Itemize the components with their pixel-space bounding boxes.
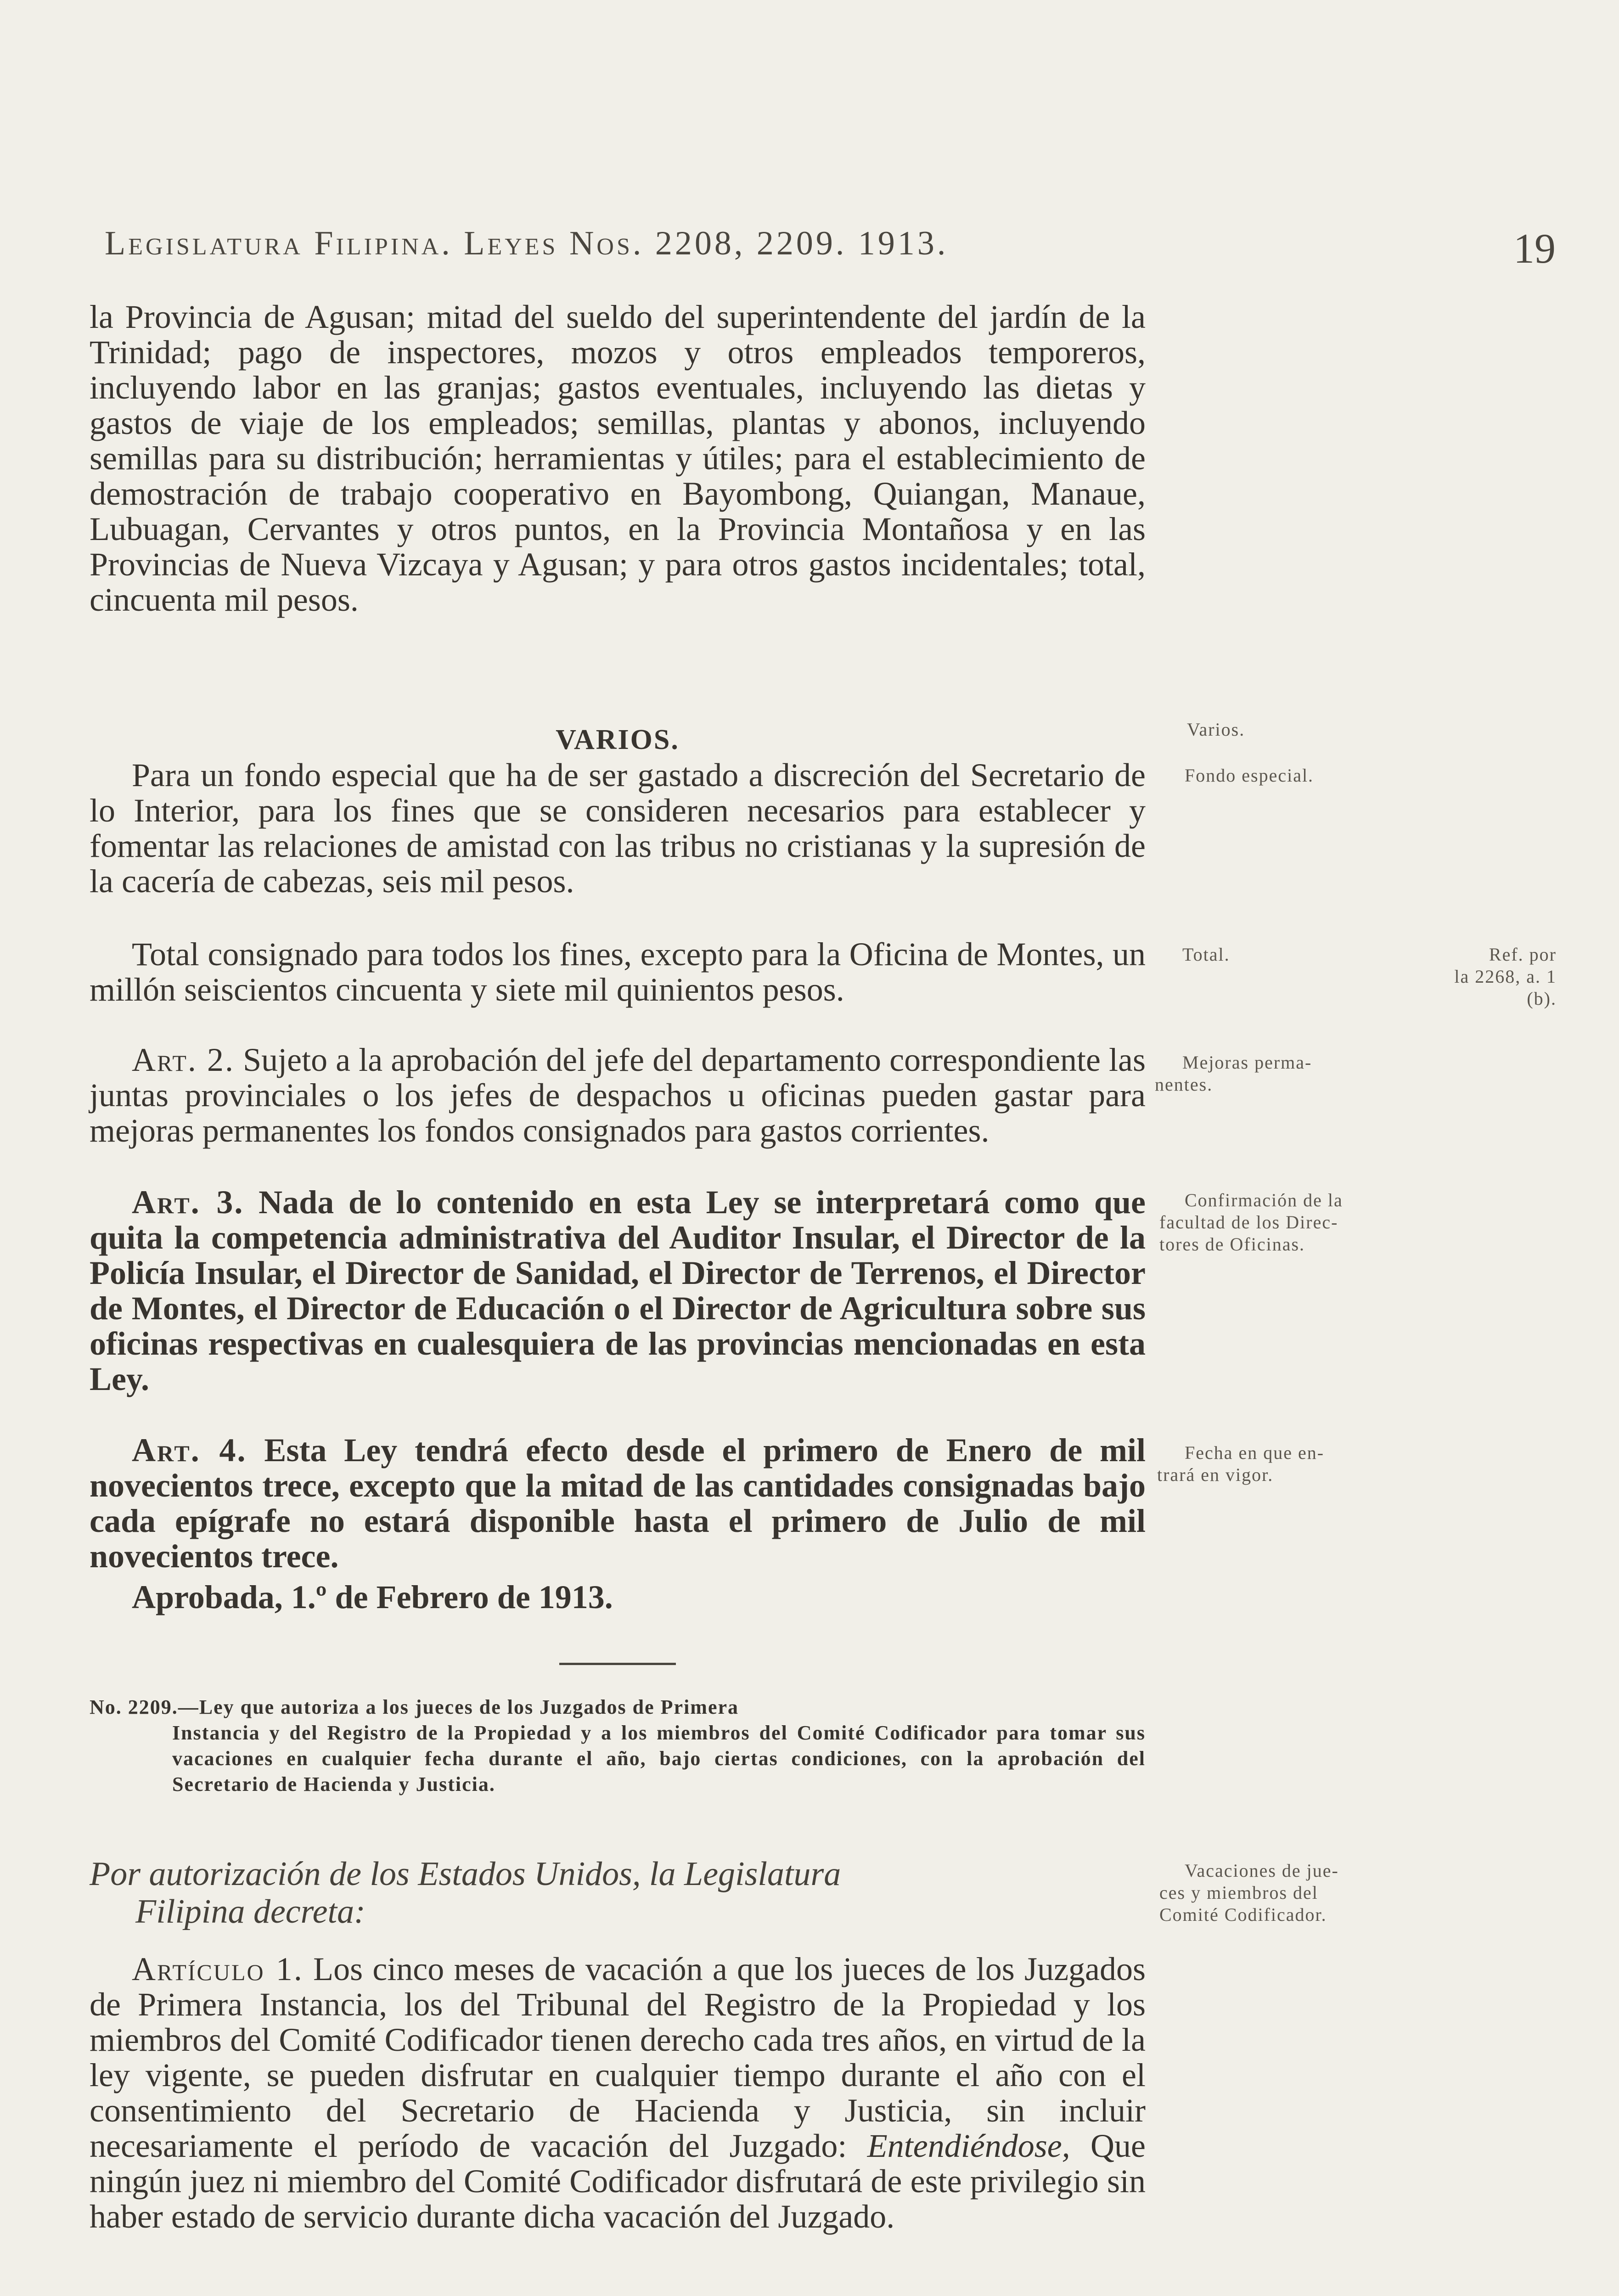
law-2209-summary [90,1694,1146,1797]
art4-text: Esta Ley tendrá efecto desde el primero de Enero de mil novecientos trece, excepto que la mitad de las cantidades consignadas bajo cada epígrafe no estará disponible hasta el primero de Julio de mil novecientos trece. [90,1432,1146,1575]
approval-2208: Aprobada, 1.º de Febrero de 1913. [132,1579,613,1615]
art4-block [90,1433,1146,1574]
margin-note-reference-line1: Ref. por [1489,944,1557,965]
margin-note-confirmacion-line2: facultad de los Direc- [1159,1212,1338,1232]
law-2209-number: No. 2209. [90,1696,178,1718]
margin-note-mejoras-line1: Mejoras perma- [1182,1052,1312,1073]
art3-paragraph [90,1185,1146,1397]
special-fund-paragraph: Para un fondo especial que ha de ser gastado a discreción del Secretario de lo Interior, para los fines que se consideren necesarios para establecer y fomentar las relaciones de amistad con las tribus no cristianas y la supresión de la cacería de cabezas, seis mil pesos. [90,757,1146,900]
total-block [90,937,1146,1007]
art1-2209-proviso-word: Entendiéndose, [867,2127,1070,2164]
margin-note-fecha [1157,1442,1324,1486]
margin-note-reference-line3: (b). [1527,988,1557,1009]
art2-text: Sujeto a la aprobación del jefe del departamento correspondiente las juntas provinciales o los jefes de despachos u oficinas pueden gastar para mejoras permanentes los fondos consignados para gastos corrientes. [90,1041,1146,1149]
approval-2208-block [90,1580,1146,1615]
art3-text: Nada de lo contenido en esta Ley se interpretará como que quita la competencia administrativa del Auditor Insular, el Director de la Policía Insular, el Director de Sanidad, el Director de Terrenos, el Director de Montes, el Director de Educación o el Director de Agricultura sobre sus oficinas respectivas en cualesquiera de las provincias mencionadas en esta Ley. [90,1184,1146,1397]
margin-note-vacaciones-line1: Vacaciones de jue- [1185,1860,1339,1881]
margin-note-reference-line2: la 2268, a. 1 [1454,966,1557,987]
margin-note-vacaciones-line3: Comité Codificador. [1159,1904,1327,1925]
special-fund-block [90,758,1146,899]
art1-2209-paragraph [90,1952,1146,2234]
art1-2209-label: Artículo 1. [132,1951,304,1987]
art1-2209-text-b: Que ningún juez ni miembro del Comité Codificador disfrutará de este privilegio sin haber estado de servicio durante dicha vacación del Juzgado. [90,2127,1146,2235]
law-2209-summary-first: —Ley que autoriza a los jueces de los Juzgados de Primera [178,1696,739,1718]
art2-block [90,1042,1146,1148]
art4-label: Art. 4. [132,1432,247,1469]
margin-note-vacaciones [1159,1860,1339,1926]
section-heading-varios: VARIOS. [556,724,680,755]
art2-label: Art. 2. [132,1041,235,1078]
art3-label: Art. 3. [132,1184,244,1221]
page-number: 19 [1513,225,1556,272]
margin-note-fecha-line1: Fecha en que en- [1185,1442,1325,1463]
margin-note-confirmacion-line1: Confirmación de la [1185,1190,1343,1210]
enacting-clause-line2: Filipina decreta: [135,1893,365,1930]
opening-paragraph: la Provincia de Agusan; mitad del sueldo del superintendente del jardín de la Trinidad; pago de inspectores, mozos y otros empleados temporeros, incluyendo labor en las granjas; gastos eventuales, incluyendo las dietas y gastos de viaje de los empleados; semillas, plantas y abonos, incluyendo semillas para su distribución; herramientas y útiles; para el establecimiento de demostración de trabajo cooperativo en Bayombong, Quiangan, Manaue, Lubuagan, Cervantes y otros puntos, en la Provincia Montañosa y en las Provincias de Nueva Vizcaya y Agusan; y para otros gastos incidentales; total, cincuenta mil pesos. [90,298,1146,618]
total-paragraph: Total consignado para todos los fines, excepto para la Oficina de Montes, un millón seiscientos cincuenta y siete mil quinientos pesos. [90,936,1146,1008]
opening-paragraph-block [90,299,1146,618]
section-divider [559,1663,676,1665]
margin-note-confirmacion-line3: tores de Oficinas. [1159,1234,1305,1255]
art4-paragraph [90,1433,1146,1574]
margin-note-mejoras [1155,1052,1312,1096]
art3-block [90,1185,1146,1397]
margin-note-fondo-especial: Fondo especial. [1185,765,1314,786]
enacting-clause-line1: Por autorización de los Estados Unidos, la Legislatura [90,1855,841,1893]
art1-2209-block [90,1952,1146,2234]
margin-note-reference [1433,944,1557,1010]
margin-note-total: Total. [1182,944,1230,965]
margin-note-confirmacion [1159,1189,1343,1255]
margin-note-varios: Varios. [1187,719,1245,740]
art1-2209-text-a: Los cinco meses de vacación a que los jueces de los Juzgados de Primera Instancia, los del Tribunal del Registro de la Propiedad y los miembros del Comité Codificador tienen derecho cada tres años, en virtud de la ley vigente, se pueden disfrutar en cualquier tiempo durante el año con el consentimiento del Secretario de Hacienda y Justicia, sin incluir necesariamente el período de vacación del Juzgado: [90,1951,1146,2164]
margin-note-vacaciones-line2: ces y miembros del [1159,1882,1318,1903]
law-2209-summary-rest: Instancia y del Registro de la Propiedad y a los miembros del Comité Codificador para tomar sus vacaciones en cualquier fecha durante el año, bajo ciertas condiciones, con la aprobación del Secretario de Hacienda y Justicia. [172,1722,1146,1795]
margin-note-fecha-line2: trará en vigor. [1157,1464,1274,1485]
running-head: Legislatura Filipina. Leyes Nos. 2208, 2209. 1913. [105,225,949,262]
art2-paragraph [90,1042,1146,1148]
enacting-clause [90,1855,1146,1930]
margin-note-mejoras-line2: nentes. [1155,1074,1213,1095]
